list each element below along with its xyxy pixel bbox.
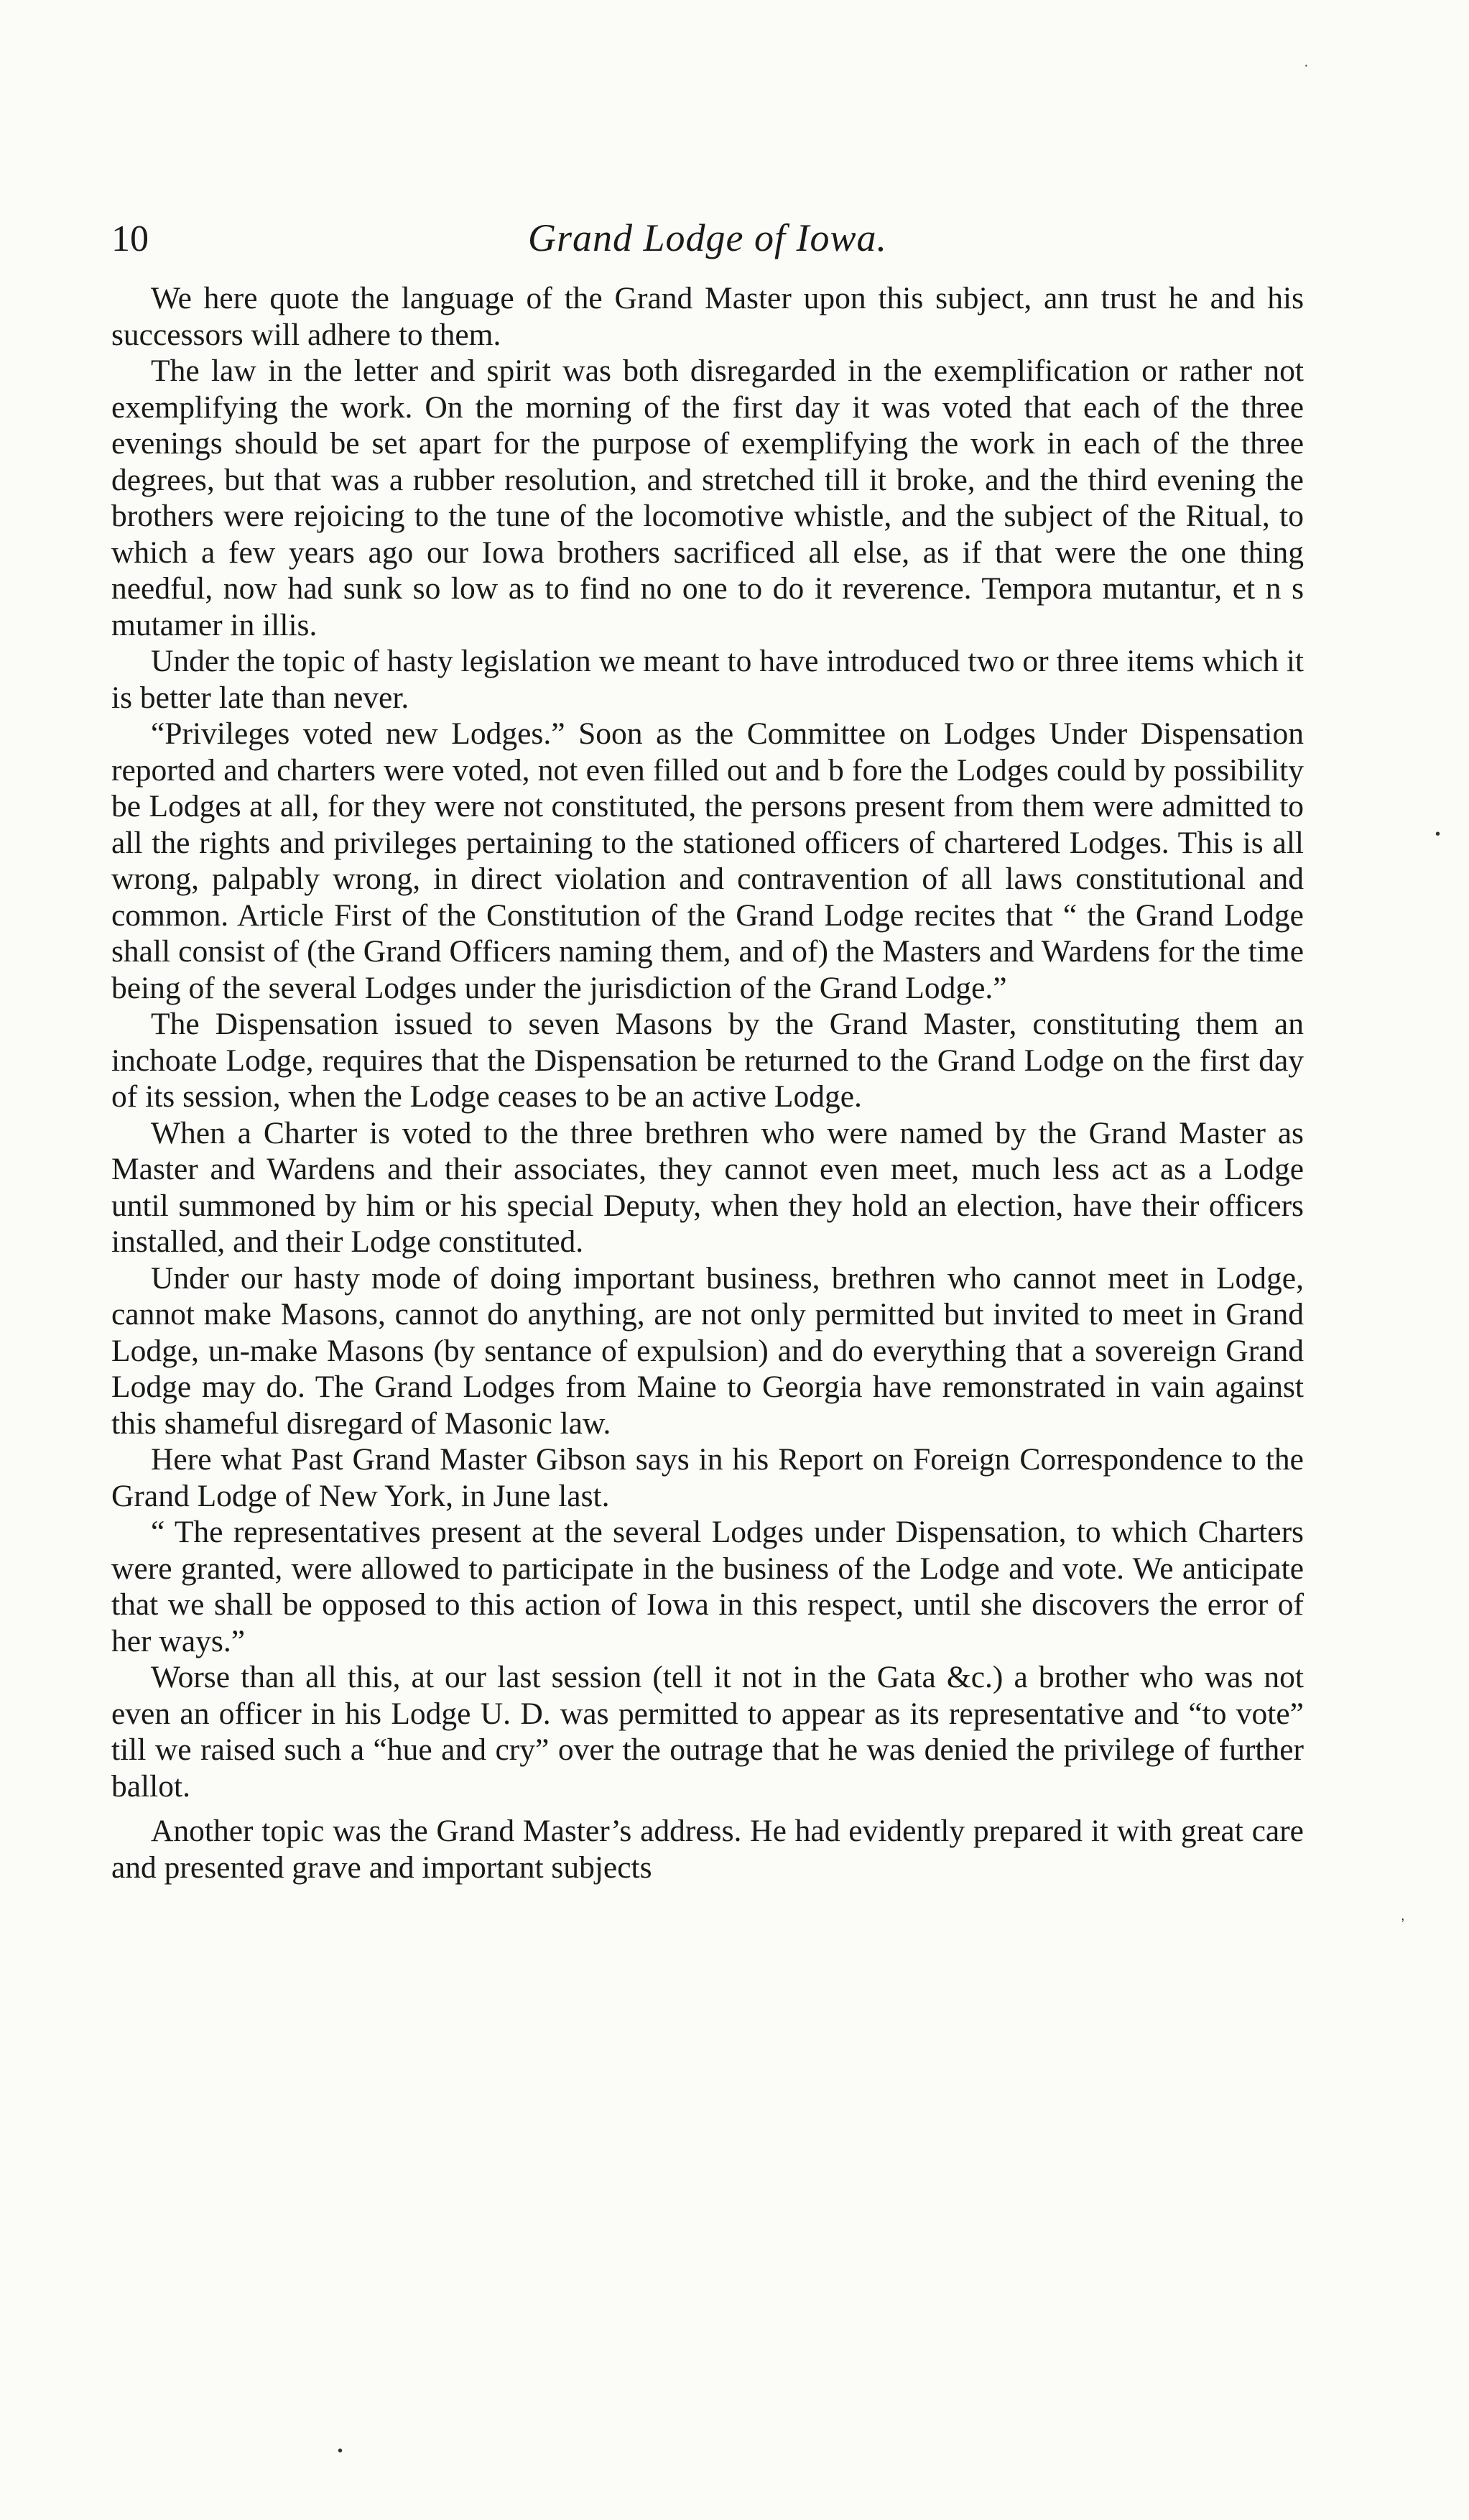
page-header [111, 216, 1304, 280]
paragraph: Worse than all this, at our last session (tell it not in the Gata &c.) a brother who was not even an officer in his Lodge U. D. was permitted to appear as its representative and “to vote” till we raised such a “hue and cry” over the outrage that he was denied the privilege of further ballot. [111, 1660, 1304, 1804]
paragraph: We here quote the language of the Grand Master upon this subject, ann trust he and his successors will adhere to them. [111, 281, 1304, 352]
margin-mark: , [1401, 1908, 1405, 1924]
paragraph: “ The representatives present at the several Lodges under Dispensation, to which Charters were granted, were allowed to participate in the business of the Lodge and vote. We anticipate that we shall be opposed to this action of Iowa in this respect, until she discovers the error of her ways.” [111, 1515, 1304, 1658]
body-text [111, 280, 1304, 1886]
margin-mark: · [1304, 57, 1309, 73]
page-number: 10 [111, 218, 149, 259]
paragraph: Under the topic of hasty legislation we meant to have introduced two or three items which it is better late than never. [111, 644, 1304, 715]
paragraph: The Dispensation issued to seven Masons by the Grand Master, constituting them an inchoate Lodge, requires that the Dispensation be returned to the Grand Lodge on the first day of its session, when the Lodge ceases to be an active Lodge. [111, 1007, 1304, 1114]
paragraph: Here what Past Grand Master Gibson says in his Report on Foreign Correspondence to the Grand Lodge of New York, in June last. [111, 1442, 1304, 1513]
margin-mark: • [1435, 826, 1441, 842]
page [111, 216, 1304, 1886]
running-head: Grand Lodge of Iowa. [527, 216, 887, 259]
paragraph: When a Charter is voted to the three brethren who were named by the Grand Master as Master and Wardens and their associates, they cannot even meet, much less act as a Lodge until summoned by him or his special Deputy, when they hold an election, have their officers installed, and their Lodge constituted. [111, 1115, 1304, 1259]
paragraph: Under our hasty mode of doing important business, brethren who cannot meet in Lodge, cannot make Masons, cannot do anything, are not only permitted but invited to meet in Grand Lodge, un-make Masons (by sentance of expulsion) and do everything that a sovereign Grand Lodge may do. The Grand Lodges from Maine to Georgia have remonstrated in vain against this shameful disregard of Masonic law. [111, 1260, 1304, 1441]
paragraph: The law in the letter and spirit was both disregarded in the exemplification or rather not exemplifying the work. On the morning of the first day it was voted that each of the three evenings should be set apart for the purpose of exemplifying the work in each of the three degrees, but that was a rubber resolution, and stretched till it broke, and the third evening the brothers were rejoicing to the tune of the locomotive whistle, and the subject of the Ritual, to which a few years ago our Iowa brothers sacrificed all else, as if that were the one thing needful, now had sunk so low as to find no one to do it reverence. Tempora mutantur, et n s mutamer in illis. [111, 354, 1304, 642]
paragraph: “Privileges voted new Lodges.” Soon as the Committee on Lodges Under Dispensation reported and charters were voted, not even filled out and b fore the Lodges could by possibility be Lodges at all, for they were not constituted, the persons present from them were admitted to all the rights and privileges pertaining to the stationed officers of chartered Lodges. This is all wrong, palpably wrong, in direct violation and contravention of all laws constitutional and common. Article First of the Constitution of the Grand Lodge recites that “ the Grand Lodge shall consist of (the Grand Officers naming them, and of) the Masters and Wardens for the time being of the several Lodges under the jurisdiction of the Grand Lodge.” [111, 716, 1304, 1005]
margin-mark: • [338, 2443, 343, 2459]
paragraph: Another topic was the Grand Master’s address. He had evidently prepared it with great care and presented grave and important subjects [111, 1814, 1304, 1885]
